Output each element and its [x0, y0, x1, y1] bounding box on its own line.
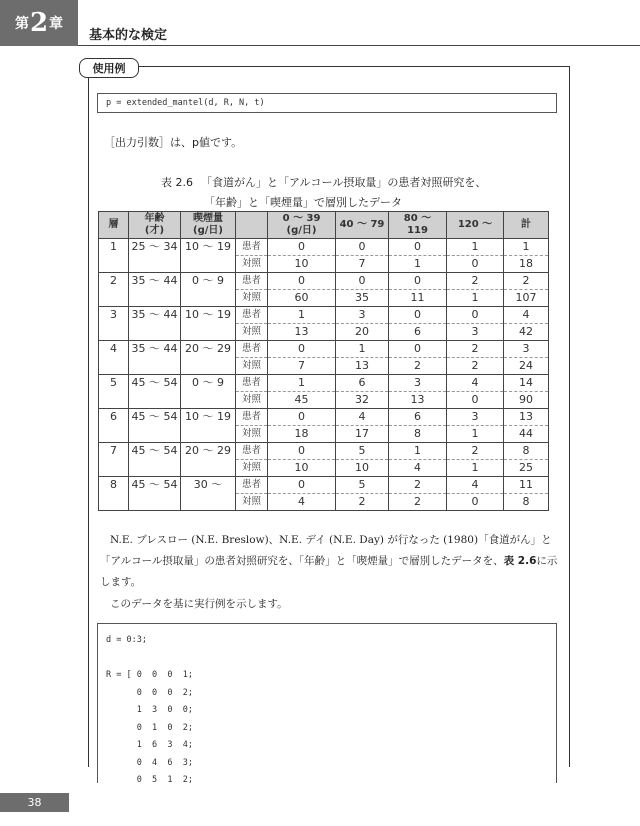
code-line: 1 6 3 4;	[106, 740, 193, 750]
cell-count: 2	[447, 273, 504, 290]
table-row-case	[99, 307, 549, 324]
cell-group: 対照	[236, 358, 268, 375]
cell-count: 5	[336, 477, 389, 494]
cell-count: 2	[447, 443, 504, 460]
cell-count: 0	[336, 273, 389, 290]
cell-count: 0	[268, 239, 336, 256]
body-paragraph-text: N.E. ブレスロー (N.E. Breslow)、N.E. デイ (N.E. Day) が行なった (1980)「食道がん」と「アルコール摂取量」の患者対照研究を、「年齢」と「喫煙量」で層別したデータを、	[100, 534, 552, 567]
cell-age: 35 ～ 44	[129, 273, 181, 307]
chapter-prefix: 第	[14, 16, 29, 32]
cell-count: 11	[504, 477, 549, 494]
table-row-case	[99, 239, 549, 256]
cell-age: 25 ～ 34	[129, 239, 181, 273]
usage-example-badge: 使用例	[79, 58, 139, 78]
cell-smoking: 30 ～	[181, 477, 236, 511]
table-row-case	[99, 477, 549, 494]
cell-age: 35 ～ 44	[129, 307, 181, 341]
header-alcohol-80-119: 80 ～ 119	[389, 212, 447, 239]
table-row-case	[99, 443, 549, 460]
cell-stratum: 8	[99, 477, 129, 511]
table-caption	[100, 173, 560, 213]
cell-count: 7	[336, 256, 389, 273]
cell-count: 1	[447, 239, 504, 256]
cell-count: 4	[268, 494, 336, 511]
table-caption-line1: 「食道がん」と「アルコール摂取量」の患者対照研究を、	[201, 176, 487, 189]
cell-count: 2	[389, 358, 447, 375]
header-alcohol-120: 120 ～	[447, 212, 504, 239]
cell-count: 2	[336, 494, 389, 511]
cell-count: 1	[504, 239, 549, 256]
cell-group: 対照	[236, 290, 268, 307]
code-line: 0 4 6 3;	[106, 757, 193, 768]
cell-count: 1	[268, 375, 336, 392]
body-paragraph-tail: に示します。	[100, 555, 558, 588]
cell-count: 4	[504, 307, 549, 324]
cell-group: 患者	[236, 239, 268, 256]
cell-age: 45 ～ 54	[129, 477, 181, 511]
cell-count: 0	[389, 341, 447, 358]
cell-count: 3	[389, 375, 447, 392]
cell-count: 4	[447, 375, 504, 392]
output-args-text: ［出力引数］は、p値です。	[104, 136, 243, 149]
cell-count: 13	[504, 409, 549, 426]
cell-smoking: 20 ～ 29	[181, 443, 236, 477]
cell-count: 0	[389, 239, 447, 256]
chapter-title: 基本的な検定	[89, 28, 168, 43]
cell-count: 60	[268, 290, 336, 307]
cell-stratum: 4	[99, 341, 129, 375]
cell-count: 3	[336, 307, 389, 324]
cell-count: 2	[447, 341, 504, 358]
cell-count: 7	[268, 358, 336, 375]
cell-group: 対照	[236, 460, 268, 477]
cell-count: 20	[336, 324, 389, 341]
cell-count: 2	[504, 273, 549, 290]
cell-group: 対照	[236, 494, 268, 511]
cell-stratum: 1	[99, 239, 129, 273]
code-line: d = 0:3;	[106, 635, 147, 645]
cell-stratum: 6	[99, 409, 129, 443]
cell-count: 4	[336, 409, 389, 426]
cell-count: 0	[268, 477, 336, 494]
cell-smoking: 0 ～ 9	[181, 375, 236, 409]
cell-group: 患者	[236, 273, 268, 290]
cell-count: 18	[504, 256, 549, 273]
cell-count: 42	[504, 324, 549, 341]
cell-count: 0	[447, 392, 504, 409]
cell-count: 1	[447, 426, 504, 443]
cell-count: 35	[336, 290, 389, 307]
cell-group: 対照	[236, 324, 268, 341]
cell-smoking: 10 ～ 19	[181, 239, 236, 273]
cell-count: 8	[504, 443, 549, 460]
chapter-tab	[0, 0, 78, 46]
cell-count: 0	[268, 443, 336, 460]
table-row-case	[99, 273, 549, 290]
cell-count: 1	[268, 307, 336, 324]
cell-count: 17	[336, 426, 389, 443]
cell-age: 45 ～ 54	[129, 375, 181, 409]
code-line: 0 0 0 2;	[106, 687, 193, 698]
cell-count: 0	[447, 307, 504, 324]
cell-smoking: 10 ～ 19	[181, 409, 236, 443]
cell-group: 患者	[236, 477, 268, 494]
cell-count: 14	[504, 375, 549, 392]
table-row-case	[99, 409, 549, 426]
cell-count: 4	[447, 477, 504, 494]
cell-stratum: 5	[99, 375, 129, 409]
cell-count: 13	[389, 392, 447, 409]
cell-count: 0	[447, 494, 504, 511]
cell-count: 24	[504, 358, 549, 375]
cell-count: 6	[336, 375, 389, 392]
header-total: 計	[504, 212, 549, 239]
cell-count: 0	[268, 341, 336, 358]
cell-count: 1	[389, 256, 447, 273]
header-age: 年齢 (才)	[129, 212, 181, 239]
cell-count: 107	[504, 290, 549, 307]
cell-group: 患者	[236, 375, 268, 392]
cell-count: 2	[389, 494, 447, 511]
cell-stratum: 2	[99, 273, 129, 307]
page-number: 38	[0, 793, 69, 812]
example-code-block	[97, 623, 557, 783]
chapter-suffix: 章	[49, 16, 64, 32]
cell-count: 0	[336, 239, 389, 256]
cell-group: 患者	[236, 341, 268, 358]
header-rule	[78, 45, 640, 46]
cell-count: 90	[504, 392, 549, 409]
cell-count: 10	[336, 460, 389, 477]
cell-age: 45 ～ 54	[129, 443, 181, 477]
cell-group: 対照	[236, 392, 268, 409]
header-smoking: 喫煙量 (g/日)	[181, 212, 236, 239]
intro-paragraph: このデータを基に実行例を示します。	[110, 598, 288, 610]
header-alcohol-0-39: 0 ～ 39 (g/日)	[268, 212, 336, 239]
cell-smoking: 0 ～ 9	[181, 273, 236, 307]
code-line	[106, 650, 556, 668]
cell-count: 4	[389, 460, 447, 477]
header-stratum: 層	[99, 212, 129, 239]
cell-count: 11	[389, 290, 447, 307]
cell-count: 2	[447, 358, 504, 375]
cell-count: 2	[389, 477, 447, 494]
cell-count: 10	[268, 460, 336, 477]
cell-count: 45	[268, 392, 336, 409]
table-row-case	[99, 341, 549, 358]
header-blank	[236, 212, 268, 239]
cell-count: 13	[336, 358, 389, 375]
header-alcohol-40-79: 40 ～ 79	[336, 212, 389, 239]
cell-count: 6	[389, 409, 447, 426]
code-line: 0 5 1 2;	[106, 775, 193, 785]
cell-count: 32	[336, 392, 389, 409]
cell-count: 1	[336, 341, 389, 358]
cell-count: 0	[389, 307, 447, 324]
code-line: 1 3 0 0;	[106, 705, 193, 715]
cell-age: 35 ～ 44	[129, 341, 181, 375]
cell-count: 8	[504, 494, 549, 511]
cell-count: 8	[389, 426, 447, 443]
cell-age: 45 ～ 54	[129, 409, 181, 443]
cell-count: 0	[447, 256, 504, 273]
table-caption-line2: 「年齢」と「喫煙量」で層別したデータ	[204, 196, 402, 209]
cell-stratum: 7	[99, 443, 129, 477]
cell-count: 1	[447, 460, 504, 477]
cell-count: 25	[504, 460, 549, 477]
cell-group: 対照	[236, 256, 268, 273]
cell-stratum: 3	[99, 307, 129, 341]
body-paragraph	[100, 530, 560, 593]
code-line: 0 1 0 2;	[106, 722, 193, 733]
cell-count: 44	[504, 426, 549, 443]
cell-count: 6	[389, 324, 447, 341]
cell-count: 10	[268, 256, 336, 273]
function-call-code: p = extended_mantel(d, R, N, t)	[97, 93, 557, 113]
cell-group: 患者	[236, 443, 268, 460]
cell-group: 患者	[236, 409, 268, 426]
cell-count: 3	[504, 341, 549, 358]
cell-count: 0	[389, 273, 447, 290]
code-line: R = [ 0 0 0 1;	[106, 670, 193, 680]
table-number: 表 2.6	[161, 176, 193, 189]
table-row-case	[99, 375, 549, 392]
cell-smoking: 10 ～ 19	[181, 307, 236, 341]
cell-count: 1	[447, 290, 504, 307]
cell-group: 対照	[236, 426, 268, 443]
chapter-number: 2	[29, 8, 49, 38]
cell-count: 5	[336, 443, 389, 460]
cell-count: 18	[268, 426, 336, 443]
cell-count: 1	[389, 443, 447, 460]
cell-count: 3	[447, 409, 504, 426]
table-header-row	[99, 212, 549, 239]
cell-count: 0	[268, 409, 336, 426]
stratified-data-table	[98, 211, 549, 511]
cell-count: 0	[268, 273, 336, 290]
table-reference: 表 2.6	[503, 555, 537, 567]
cell-count: 3	[447, 324, 504, 341]
cell-smoking: 20 ～ 29	[181, 341, 236, 375]
cell-count: 13	[268, 324, 336, 341]
cell-group: 患者	[236, 307, 268, 324]
